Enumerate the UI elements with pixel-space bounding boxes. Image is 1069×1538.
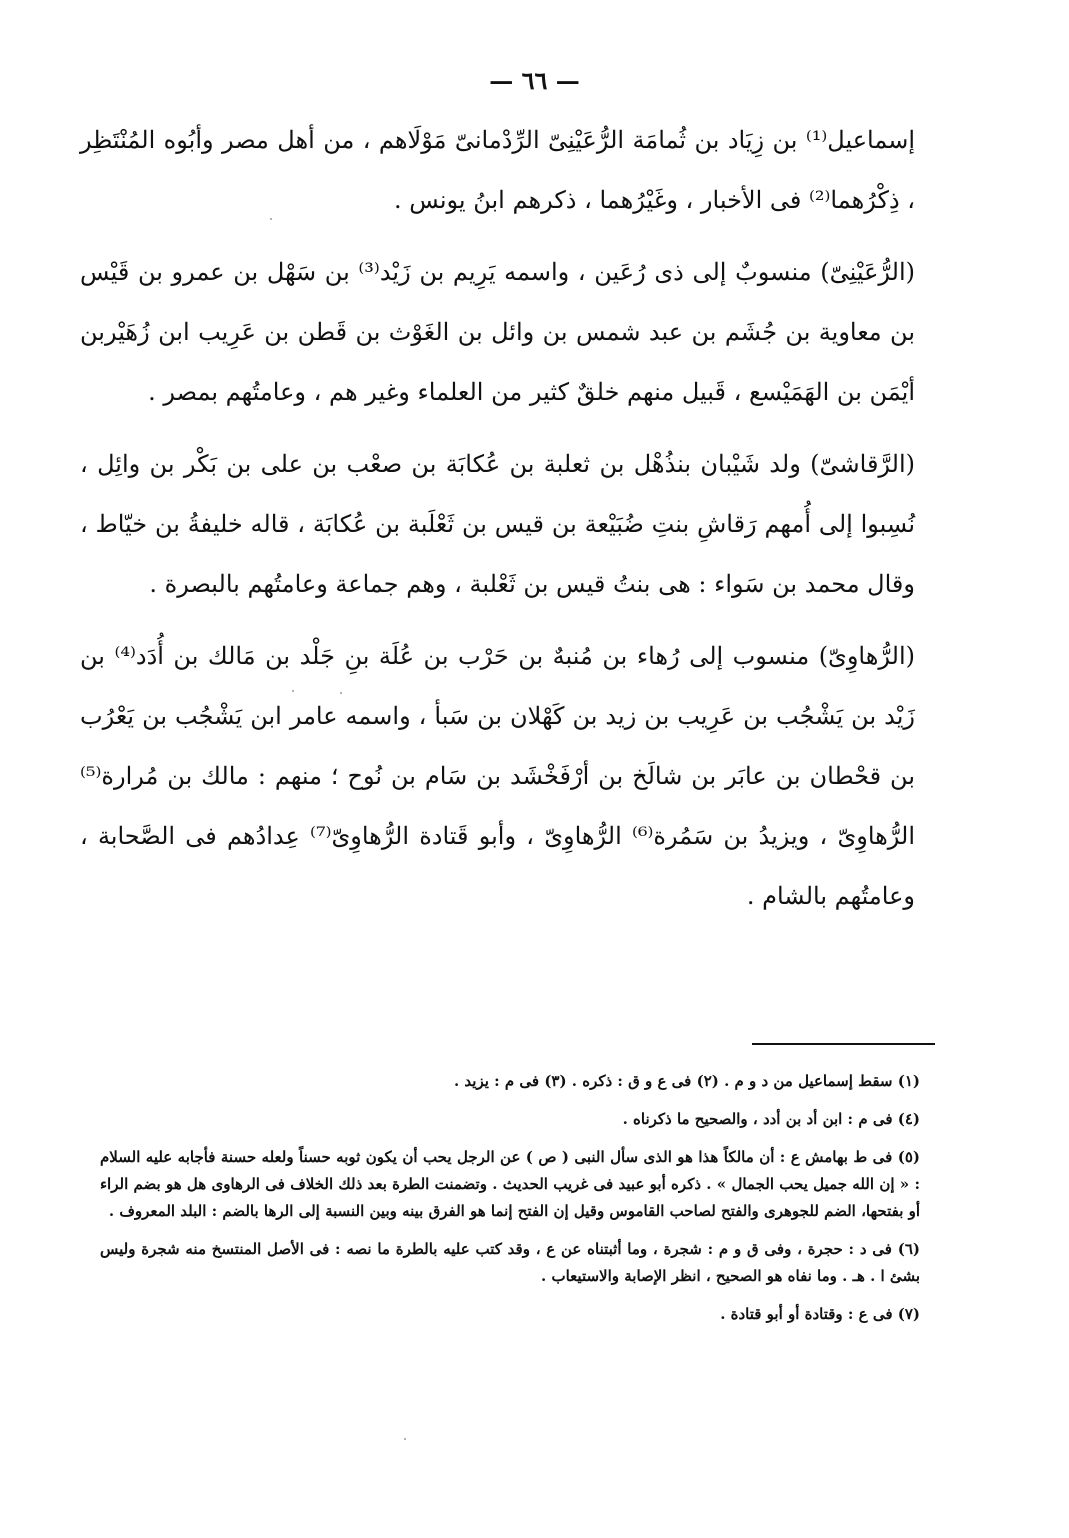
paragraph-al-raqashi: (الرَّقاشىّ) ولد شَيْبان بنذُهْل بن ثعلبة بن عُكابَة بن صعْب بن على بن بَكْر بن وائِل ، نُسِبوا إلى أُمهم رَقاشِ بنتِ ضُبَيْعة بن قيس بن ثَعْلَبة بن عُكابَة ، قاله خليفةُ بن خيّاط ، وقال محمد بن سَواء : هى بنتُ قيس بن ثَعْلبة ، وهم جماعة وعامتُهم بالبصرة . xyxy=(80,450,915,598)
footnote-1-2-3: (١) سقط إسماعيل من د و م . (٢) فى ع و ق : ذكره . (٣) فى م : يزيد . xyxy=(453,1072,920,1090)
footnote-5: (٥) فى ط بهامش ع : أن مالكاً هذا هو الذى سأل النبى ( ص ) عن الرجل يحب أن يكون ثوبه حسناً ولعله حسنة فأجابه عليه السلام : « إن الله جميل يحب الجمال » . ذكره أبو عبيد فى غريب الحديث . وتضمنت الطرة بعد ذلك الخلاف فى الرهاوى هل هو بضم الراء أو بفتحها، الضم للجوهرى والفتح لصاحب القاموس وقيل إن الفتح إنما هو الفرق بينه وبين النسبة إلى الرها بالضم : البلد المعروف . xyxy=(100,1148,920,1220)
paragraph-ismail: إسماعيل⁽¹⁾ بن زِيَاد بن ثُمامَة الرُّعَيْنِىّ الرِّدْمانىّ مَوْلَاهم ، من أهل مصر وأبُوه المُنْتَظِر ، ذِكْرُهما⁽²⁾ فى الأخبار ، وغَيْرُهما ، ذكرهم ابنُ يونس . xyxy=(80,126,915,214)
footnote-divider xyxy=(752,1043,935,1045)
main-text xyxy=(80,110,915,938)
paragraph-al-ruayni: (الرُّعَيْنِىّ) منسوبٌ إلى ذى رُعَين ، واسمه يَرِيم بن زَيْد⁽³⁾ بن سَهْل بن عمرو بن قَيْس بن معاوية بن جُشَم بن عبد شمس بن وائل بن الغَوْث بن قَطن بن عَرِيب ابن زُهَيْربن أيْمَن بن الهَمَيْسع ، قَبيل منهم خلقٌ كثير من العلماء وغير هم ، وعامتُهم بمصر . xyxy=(80,258,915,406)
footnotes xyxy=(100,1068,920,1339)
scan-speck xyxy=(270,218,272,220)
scan-speck xyxy=(340,692,342,694)
footnote-7: (٧) فى ع : وقتادة أو أبو قتادة . xyxy=(720,1305,920,1323)
scan-speck xyxy=(292,690,294,692)
page-number: — ٦٦ — xyxy=(489,66,580,95)
scan-speck xyxy=(404,1438,406,1440)
footnote-6: (٦) فى د : حجرة ، وفى ق و م : شجرة ، وما أثبتناه عن ع ، وقد كتب عليه بالطرة ما نصه : فى الأصل المنتسخ منه شجرة وليس بشئ ا . هـ . وما نفاه هو الصحيح ، انظر الإصابة والاستيعاب . xyxy=(100,1240,920,1285)
footnote-4: (٤) فى م : ابن أد بن أدد ، والصحيح ما ذكرناه . xyxy=(622,1110,920,1128)
paragraph-al-ruhawi: (الرُّهاوِىّ) منسوب إلى رُهاء بن مُنبهٌ بن حَرْب بن عُلَة بنِ جَلْد بن مَالك بن أُدَد⁽⁴⁾ بن زَيْد بن يَشْجُب بن عَرِيب بن زيد بن كَهْلان بن سَبأ ، واسمه عامر ابن يَشْجُب بن يَعْرُب بن قحْطان بن عابَر بن شالَخ بن أرْفَخْشَد بن سَام بن نُوح ؛ منهم : مالك بن مُرارة⁽⁵⁾ الرُّهاوِىّ ، ويزيدُ بن سَمُرة⁽⁶⁾ الرُّهاوِىّ ، وأبو قَتادة الرُّهاوِىّ⁽⁷⁾ عِدادُهم فى الصَّحابة ، وعامتُهم بالشام . xyxy=(80,642,916,910)
